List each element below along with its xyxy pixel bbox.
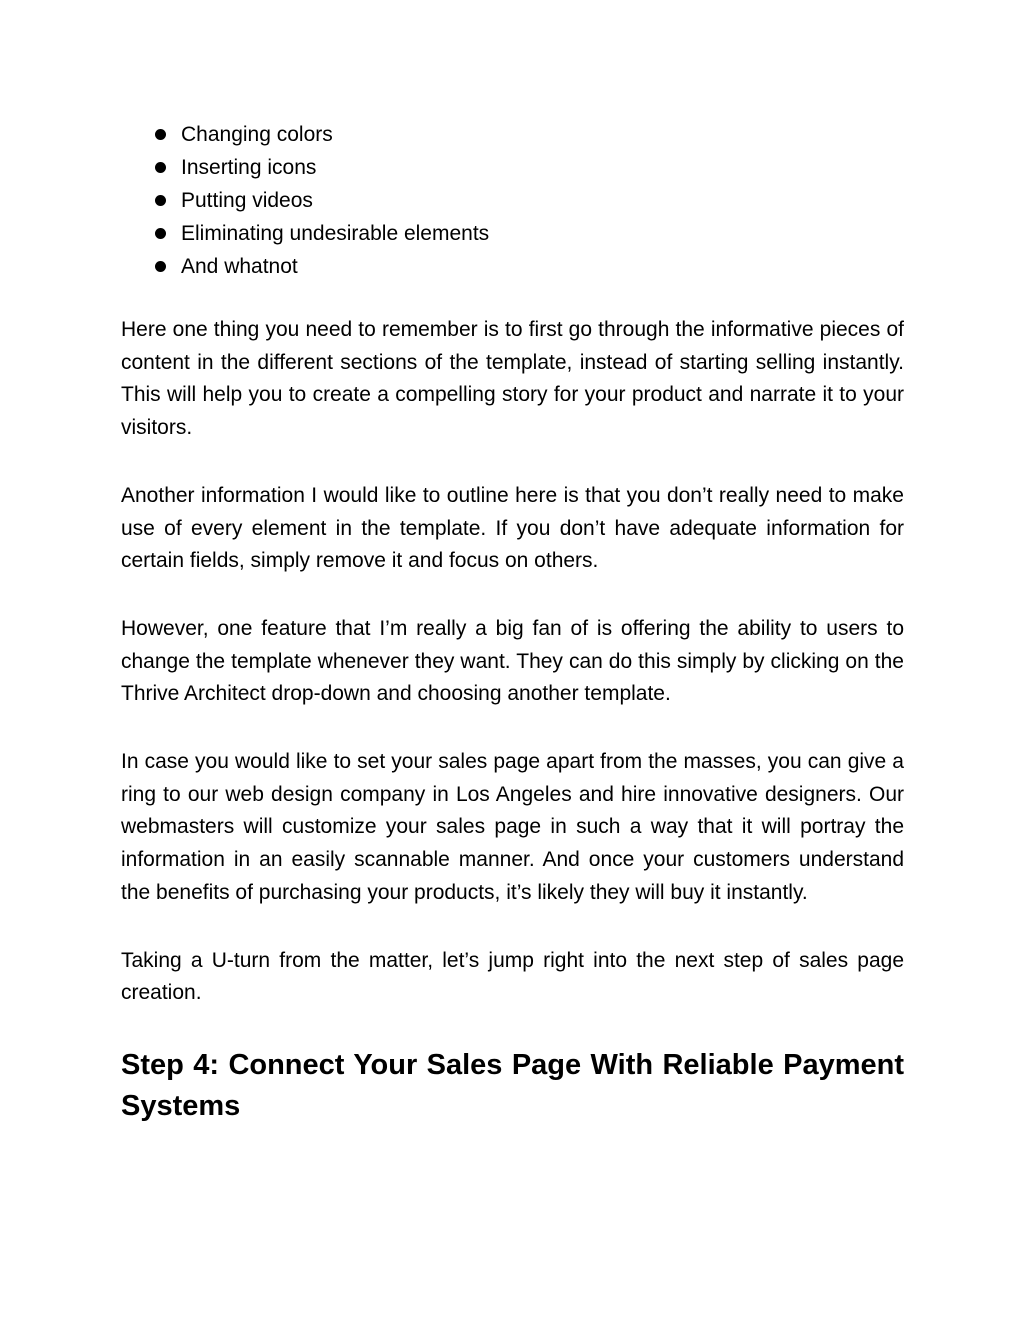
list-item-text: Eliminating undesirable elements — [181, 222, 490, 245]
list-item-text: And whatnot — [181, 255, 298, 278]
paragraph-template-switch: However, one feature that I’m really a big fan of is offering the ability to users to change the template whenever they want. They can do this simply by clicking on the Thrive Architect drop-down and choosing another template. — [121, 616, 904, 706]
list-item-text: Changing colors — [181, 123, 333, 146]
paragraph-web-design-company: In case you would like to set your sales page apart from the masses, you can give a ring to our web design company in Los Angeles and hire innovative designers. Our webmasters will customize your sales page in such a way that it will portray the information in an easily scannable manner. And once your customers understand the benefits of purchasing your products, it’s likely they will buy it instantly. — [121, 750, 904, 904]
document-page — [121, 118, 904, 1127]
bullet-icon — [155, 129, 166, 140]
list-item-text: Putting videos — [181, 189, 313, 212]
list-item — [121, 217, 904, 250]
list-item — [121, 151, 904, 184]
list-item — [121, 184, 904, 217]
paragraph-transition: Taking a U-turn from the matter, let’s jump right into the next step of sales page creation. — [121, 948, 904, 1005]
bullet-icon — [155, 162, 166, 173]
paragraph-element-usage: Another information I would like to outline here is that you don’t really need to make use of every element in the template. If you don’t have adequate information for certain fields, simply remove it and focus on others. — [121, 483, 904, 573]
bullet-icon — [155, 228, 166, 239]
list-item-text: Inserting icons — [181, 156, 317, 179]
list-item — [121, 250, 904, 283]
section-heading: Step 4: Connect Your Sales Page With Reliable Payment Systems — [121, 1048, 904, 1122]
bullet-list — [121, 118, 904, 283]
bullet-icon — [155, 261, 166, 272]
list-item — [121, 118, 904, 151]
paragraph-template-review: Here one thing you need to remember is to first go through the informative pieces of content in the different sections of the template, instead of starting selling instantly. This will help you to create a compelling story for your product and narrate it to your visitors. — [121, 318, 904, 440]
bullet-icon — [155, 195, 166, 206]
